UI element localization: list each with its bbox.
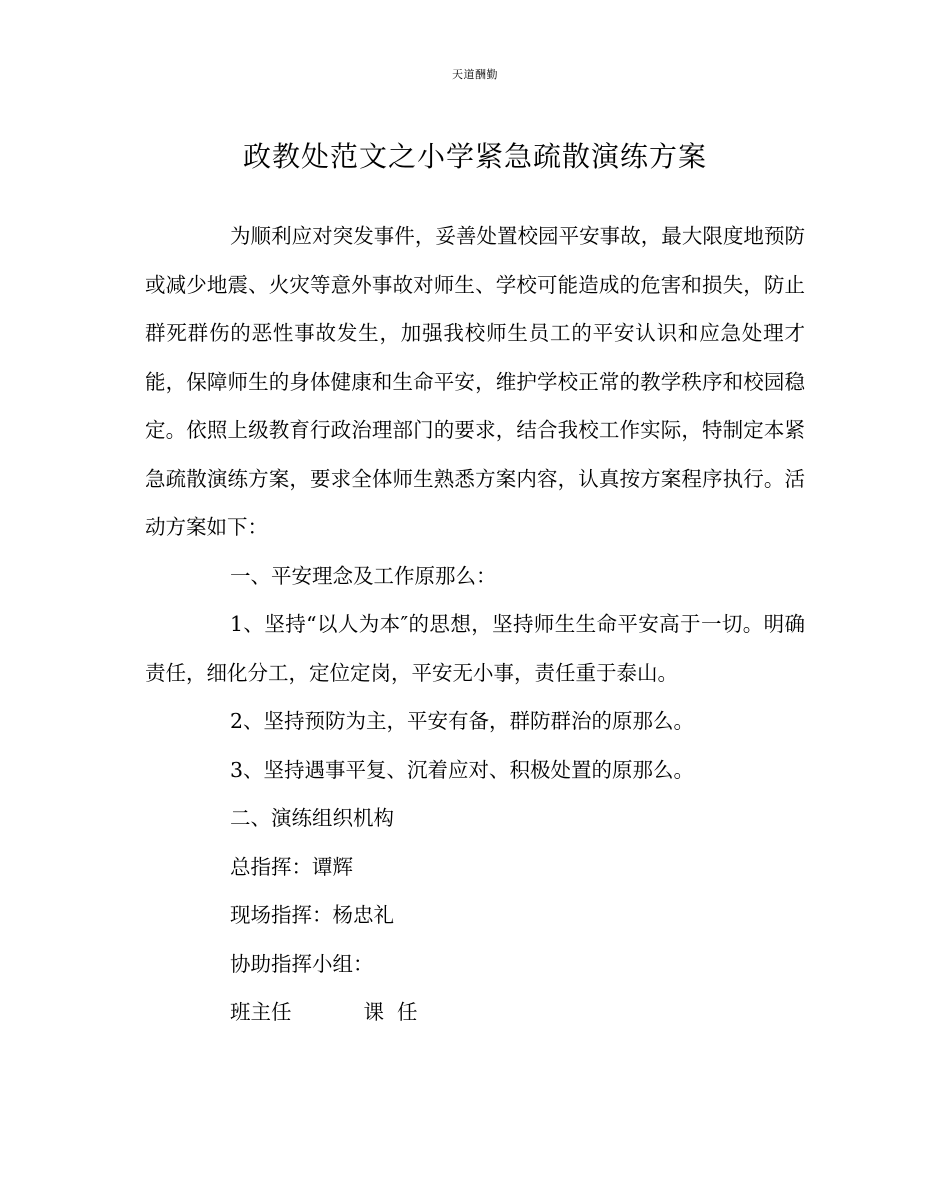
section1-heading: 一、平安理念及工作原那么： bbox=[230, 563, 497, 588]
section1-item2: 2、坚持预防为主，平安有备，群防群治的原那么。 bbox=[230, 709, 695, 733]
site-commander-line: 现场指挥：杨忠礼 bbox=[230, 903, 394, 927]
section1-item1: 1、坚持“以人为本″的思想，坚持师生生命平安高于一切。明确责任，细化分工，定位定岗，平安无小事，责任重于泰山。 bbox=[145, 612, 805, 685]
section1-item3: 3、坚持遇事平复、沉着应对、积极处置的原那么。 bbox=[230, 757, 695, 782]
commander-line: 总指挥：谭辉 bbox=[230, 854, 353, 879]
document-body bbox=[145, 212, 805, 1037]
page-header: 天道酬勤 bbox=[452, 68, 498, 81]
role-col1: 班主任 bbox=[230, 1000, 292, 1024]
role-col2: 课 任 bbox=[363, 1000, 418, 1024]
roles-line bbox=[145, 988, 805, 1037]
document-title: 政教处范文之小学紧急疏散演练方案 bbox=[242, 140, 707, 173]
section2-heading: 二、演练组织机构 bbox=[230, 806, 394, 830]
assist-group-line: 协助指挥小组： bbox=[230, 951, 374, 976]
intro-paragraph: 为顺利应对突发事件，妥善处置校园平安事故，最大限度地预防或减少地震、火灾等意外事故对师生、学校可能造成的危害和损失，防止群死群伤的恶性事故发生，加强我校师生员工的平安认识和应急处理才能，保障师生的身体健康和生命平安，维护学校正常的教学秩序和校园稳定。依照上级教育行政治理部门的要求，结合我校工作实际，特制定本紧急疏散演练方案，要求全体师生熟悉方案内容，认真按方案程序执行。活动方案如下： bbox=[145, 224, 805, 539]
